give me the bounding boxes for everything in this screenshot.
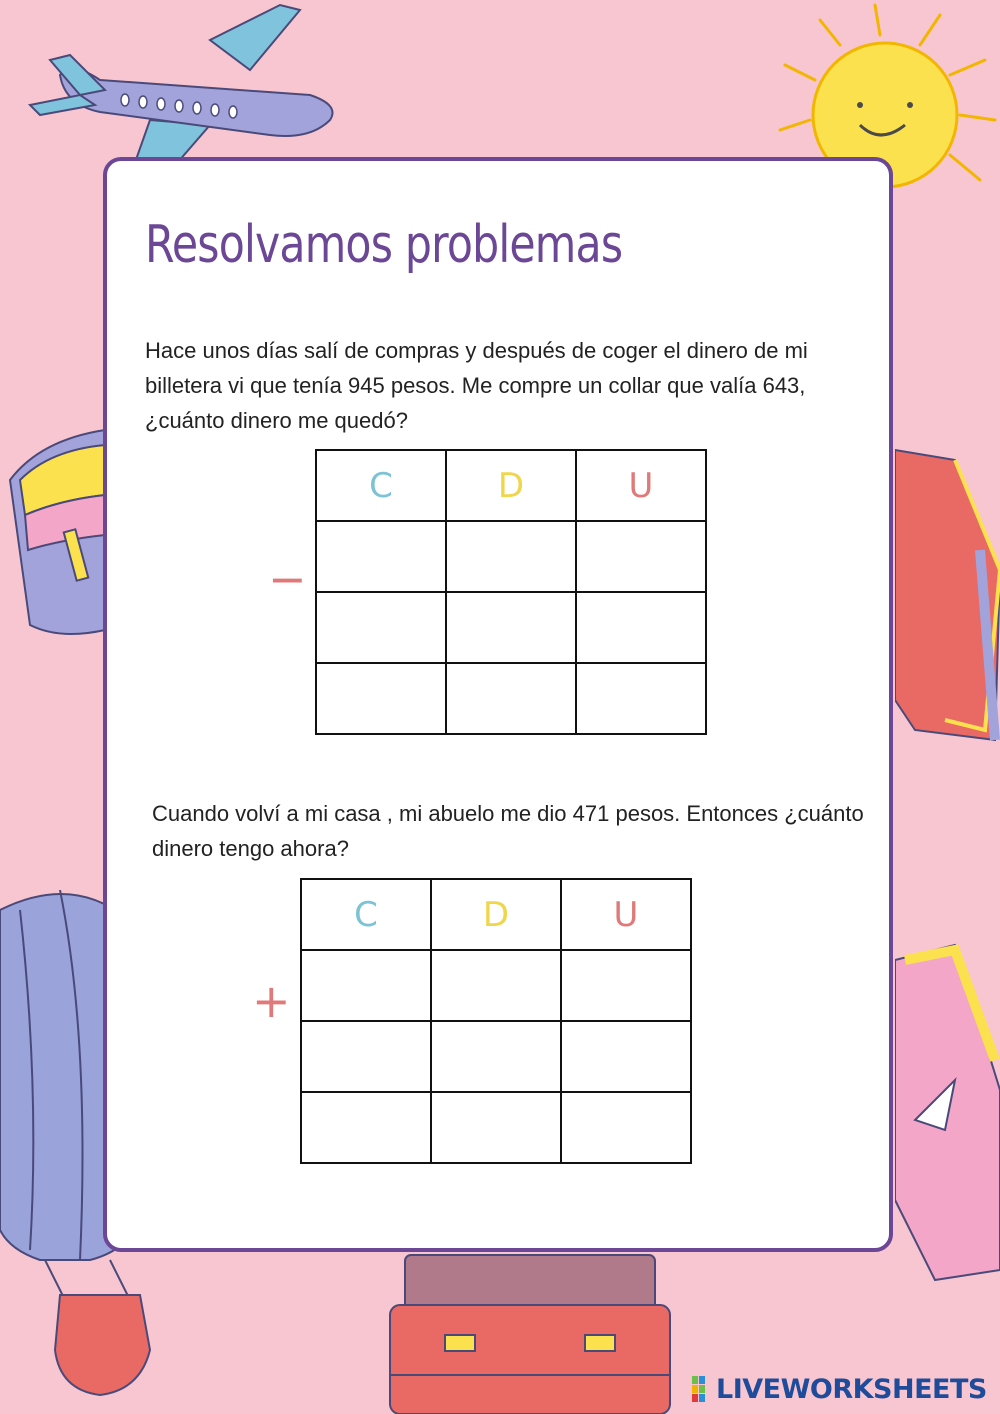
result-cell[interactable] [316, 663, 446, 734]
place-value-table-2 [300, 878, 692, 1164]
table-row [316, 592, 706, 663]
place-value-table-1 [315, 449, 707, 735]
answer-cell[interactable] [561, 1021, 691, 1092]
answer-cell[interactable] [561, 950, 691, 1021]
result-cell[interactable] [561, 1092, 691, 1163]
problem-1-text: Hace unos días salí de compras y después de coger el dinero de mi billetera vi que tenía 945 pesos. Me compre un collar que valía 643, ¿cuánto dinero me quedó? [145, 338, 808, 433]
liveworksheets-logo [692, 1374, 987, 1404]
tickets-illustration [895, 940, 1000, 1300]
header-units: U [576, 450, 706, 521]
table-row [316, 521, 706, 592]
result-row [301, 1092, 691, 1163]
answer-cell[interactable] [446, 521, 576, 592]
header-hundreds: C [316, 450, 446, 521]
page-title: Resolvamos problemas [145, 215, 623, 275]
header-hundreds: C [301, 879, 431, 950]
liveworksheets-logo-icon [692, 1376, 714, 1402]
result-cell[interactable] [431, 1092, 561, 1163]
answer-cell[interactable] [316, 592, 446, 663]
header-tens: D [446, 450, 576, 521]
backpack-illustration [0, 420, 110, 640]
answer-cell[interactable] [431, 950, 561, 1021]
table-row [301, 1021, 691, 1092]
result-cell[interactable] [446, 663, 576, 734]
answer-cell[interactable] [316, 521, 446, 592]
travel-book-illustration [895, 440, 1000, 750]
answer-cell[interactable] [576, 592, 706, 663]
table-row [301, 950, 691, 1021]
problem-2-text: Cuando volví a mi casa , mi abuelo me dio 471 pesos. Entonces ¿cuánto dinero tengo ahora? [152, 801, 864, 861]
brand-name: LIVEWORKSHEETS [716, 1373, 987, 1405]
answer-cell[interactable] [446, 592, 576, 663]
answer-cell[interactable] [576, 521, 706, 592]
addition-sign: + [252, 974, 291, 1028]
subtraction-sign: − [268, 552, 307, 606]
answer-cell[interactable] [301, 950, 431, 1021]
result-cell[interactable] [576, 663, 706, 734]
table-header-row [301, 879, 691, 950]
answer-cell[interactable] [431, 1021, 561, 1092]
answer-cell[interactable] [301, 1021, 431, 1092]
result-row [316, 663, 706, 734]
result-cell[interactable] [301, 1092, 431, 1163]
header-units: U [561, 879, 691, 950]
header-tens: D [431, 879, 561, 950]
suitcases-illustration [385, 1250, 675, 1414]
table-header-row [316, 450, 706, 521]
